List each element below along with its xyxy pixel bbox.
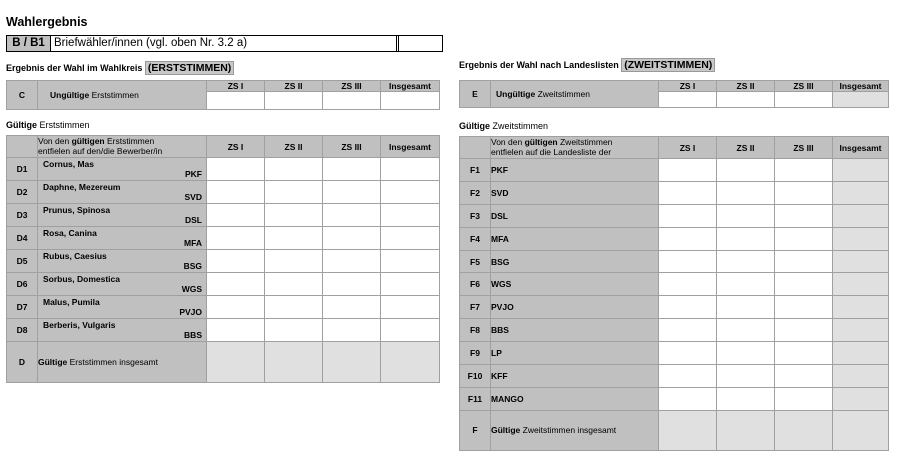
input-cell[interactable] [717,342,775,365]
input-cell[interactable] [207,273,265,296]
input-cell[interactable] [659,181,717,204]
row-code: F11 [460,387,491,410]
input-cell[interactable] [207,181,265,204]
input-cell[interactable] [323,204,381,227]
erststimmen-table [6,135,440,383]
table-row [7,296,440,319]
candidate-cell [38,227,207,250]
briefwahl-code: B / B1 [7,36,51,51]
input-cell[interactable] [265,273,323,296]
table-row [460,296,889,319]
row-code: F9 [460,342,491,365]
row-code: F10 [460,365,491,388]
input-cell[interactable] [833,204,889,227]
table-row [7,227,440,250]
candidate-name: Rubus, Caesius [43,251,107,261]
table-row [7,273,440,296]
input-cell[interactable] [659,319,717,342]
input-cell[interactable] [833,387,889,410]
input-cell[interactable] [833,250,889,273]
col-header-zs2: ZS II [265,81,323,92]
zweitstimmen-title-text: Ergebnis der Wahl nach Landeslisten [459,60,619,70]
input-cell[interactable] [265,250,323,273]
row-code: F8 [460,319,491,342]
row-code: D6 [7,273,38,296]
total-cell[interactable] [381,342,440,383]
input-cell[interactable] [833,319,889,342]
input-cell[interactable] [717,204,775,227]
col-header-zs3: ZS III [323,81,381,92]
candidate-party: BBS [184,330,202,340]
valid-title-rest: Zweitstimmen [490,121,549,131]
input-cell[interactable] [659,342,717,365]
candidate-party: BSG [183,261,202,271]
input-cell[interactable] [775,204,833,227]
row-code: F3 [460,204,491,227]
input-cell[interactable] [381,273,440,296]
party-name: MANGO [491,387,659,410]
party-name: WGS [491,273,659,296]
invalid-zweitstimmen-label [491,81,659,108]
candidate-party: SVD [184,192,202,202]
table-row [7,319,440,342]
code-d: D [7,342,38,383]
input-cell[interactable] [323,296,381,319]
party-name: SVD [491,181,659,204]
candidate-name: Rosa, Canina [43,228,97,238]
col-header-zs2: ZS II [717,81,775,92]
row-code: D4 [7,227,38,250]
invalid-erststimmen-table [6,80,440,110]
input-cell[interactable] [717,319,775,342]
candidate-party: DSL [185,215,202,225]
input-cell[interactable] [775,273,833,296]
input-cell[interactable] [717,250,775,273]
invalid-label-rest: Zweitstimmen [535,89,590,99]
input-cell[interactable] [833,273,889,296]
code-c: C [7,81,38,110]
header-line2: entfielen auf den/die Bewerber/in [38,145,163,156]
input-cell[interactable] [265,319,323,342]
invalid-label-bold: Ungültige [496,89,536,99]
col-header-insgesamt: Insgesamt [833,137,889,159]
valid-zweitstimmen-total-label [491,410,659,450]
header-pre: Von den [491,137,525,147]
input-cell[interactable] [775,92,833,108]
briefwahl-count-field[interactable] [399,36,442,51]
input-cell[interactable] [775,250,833,273]
input-cell[interactable] [775,181,833,204]
table-row [460,227,889,250]
table-row [460,387,889,410]
input-cell[interactable] [265,227,323,250]
input-cell[interactable] [381,158,440,181]
invalid-label-rest: Erststimmen [89,90,139,100]
erststimmen-section-title [6,62,234,74]
candidate-cell [38,181,207,204]
input-cell[interactable] [207,204,265,227]
erststimmen-title-highlight: (ERSTSTIMMEN) [145,61,234,75]
candidate-name: Prunus, Spinosa [43,205,111,215]
candidate-cell [38,273,207,296]
table-row [7,181,440,204]
input-cell[interactable] [717,159,775,182]
total-bold: Gültige [491,425,521,436]
input-cell[interactable] [265,296,323,319]
col-header-zs1: ZS I [659,81,717,92]
input-cell[interactable] [207,250,265,273]
table-row [7,250,440,273]
input-cell[interactable] [659,92,717,108]
input-cell[interactable] [323,92,381,110]
input-cell[interactable] [833,92,889,108]
input-cell[interactable] [775,342,833,365]
party-name: DSL [491,204,659,227]
input-cell[interactable] [659,387,717,410]
input-cell[interactable] [381,227,440,250]
input-cell[interactable] [775,319,833,342]
party-name: KFF [491,365,659,388]
input-cell[interactable] [717,181,775,204]
candidate-name: Malus, Pumila [43,297,100,307]
erststimmen-header-text [38,136,207,158]
zweitstimmen-table [459,136,889,451]
input-cell[interactable] [207,319,265,342]
input-cell[interactable] [659,159,717,182]
party-name: MFA [491,227,659,250]
candidate-party: WGS [181,284,202,294]
input-cell[interactable] [717,92,775,108]
input-cell[interactable] [265,181,323,204]
input-cell[interactable] [381,92,440,110]
row-code: D3 [7,204,38,227]
input-cell[interactable] [265,204,323,227]
total-cell[interactable] [265,342,323,383]
input-cell[interactable] [833,296,889,319]
invalid-erststimmen-label [38,81,207,110]
candidate-party: MFA [184,238,202,248]
zweitstimmen-section-title [459,59,715,71]
input-cell[interactable] [323,158,381,181]
input-cell[interactable] [381,181,440,204]
col-header-zs1: ZS I [207,136,265,158]
valid-zweitstimmen-title [459,121,548,131]
valid-erststimmen-title [6,120,90,130]
header-line2: entfielen auf die Landesliste der [491,146,612,157]
table-row [460,319,889,342]
table-row [7,204,440,227]
input-cell[interactable] [775,387,833,410]
party-name: LP [491,342,659,365]
input-cell[interactable] [207,158,265,181]
input-cell[interactable] [323,181,381,204]
row-code: F5 [460,250,491,273]
erststimmen-title-text: Ergebnis der Wahl im Wahlkreis [6,63,143,73]
input-cell[interactable] [659,204,717,227]
code-e: E [460,81,491,108]
input-cell[interactable] [775,296,833,319]
header-post: Erststimmen [104,136,155,146]
total-bold: Gültige [38,357,68,367]
input-cell[interactable] [833,342,889,365]
candidate-name: Sorbus, Domestica [43,274,120,284]
total-cell[interactable] [323,342,381,383]
input-cell[interactable] [659,227,717,250]
code-f: F [460,410,491,450]
zweitstimmen-header-text [491,137,659,159]
input-cell[interactable] [265,92,323,110]
input-cell[interactable] [381,296,440,319]
total-cell[interactable] [207,342,265,383]
input-cell[interactable] [775,227,833,250]
input-cell[interactable] [833,227,889,250]
input-cell[interactable] [381,250,440,273]
total-cell[interactable] [775,410,833,450]
party-name: PKF [491,159,659,182]
input-cell[interactable] [323,250,381,273]
valid-title-bold: Gültige [459,121,490,131]
total-cell[interactable] [659,410,717,450]
row-code: D5 [7,250,38,273]
table-row [460,204,889,227]
input-cell[interactable] [207,227,265,250]
valid-title-bold: Gültige [6,120,37,130]
col-header-insgesamt: Insgesamt [381,81,440,92]
invalid-zweitstimmen-table [459,80,889,108]
row-code: F1 [460,159,491,182]
candidate-name: Cornus, Mas [43,159,95,169]
candidate-name: Berberis, Vulgaris [43,320,116,330]
col-header-zs3: ZS III [323,136,381,158]
input-cell[interactable] [207,296,265,319]
input-cell[interactable] [207,92,265,110]
table-row [460,365,889,388]
input-cell[interactable] [775,159,833,182]
input-cell[interactable] [833,365,889,388]
candidate-party: PVJO [179,307,202,317]
table-row [460,181,889,204]
total-rest: Erststimmen insgesamt [67,357,158,367]
row-code: D1 [7,158,38,181]
col-header-insgesamt: Insgesamt [381,136,440,158]
row-code: F7 [460,296,491,319]
input-cell[interactable] [381,204,440,227]
input-cell[interactable] [833,159,889,182]
row-code: D2 [7,181,38,204]
col-header-zs1: ZS I [659,137,717,159]
valid-erststimmen-total-label [38,342,207,383]
candidate-cell [38,296,207,319]
input-cell[interactable] [659,296,717,319]
candidate-cell [38,158,207,181]
candidate-cell [38,204,207,227]
valid-title-rest: Erststimmen [37,120,90,130]
total-rest: Zweitstimmen insgesamt [520,425,617,436]
party-name: BSG [491,250,659,273]
input-cell[interactable] [717,387,775,410]
col-header-zs1: ZS I [207,81,265,92]
table-row [460,342,889,365]
party-name: PVJO [491,296,659,319]
row-code: D8 [7,319,38,342]
input-cell[interactable] [265,158,323,181]
table-row [7,158,440,181]
briefwahl-label: Briefwähler/innen (vgl. oben Nr. 3.2 a) [51,36,399,51]
input-cell[interactable] [323,319,381,342]
row-code: F2 [460,181,491,204]
input-cell[interactable] [381,319,440,342]
candidate-cell [38,319,207,342]
total-cell[interactable] [717,410,775,450]
input-cell[interactable] [659,250,717,273]
header-bold: gültigen [524,137,558,147]
header-pre: Von den [38,136,72,146]
input-cell[interactable] [717,273,775,296]
row-code: F6 [460,273,491,296]
col-header-zs3: ZS III [775,137,833,159]
col-header-zs2: ZS II [717,137,775,159]
input-cell[interactable] [323,227,381,250]
input-cell[interactable] [775,365,833,388]
input-cell[interactable] [833,181,889,204]
candidate-name: Daphne, Mezereum [43,182,121,192]
briefwahl-row [6,35,443,52]
row-code: D7 [7,296,38,319]
header-post: Zweitstimmen [557,137,613,147]
input-cell[interactable] [717,227,775,250]
input-cell[interactable] [717,296,775,319]
page-title: Wahlergebnis [6,15,88,29]
col-header-zs2: ZS II [265,136,323,158]
table-row [460,159,889,182]
input-cell[interactable] [323,273,381,296]
row-code: F4 [460,227,491,250]
col-header-insgesamt: Insgesamt [833,81,889,92]
zweitstimmen-title-highlight: (ZWEITSTIMMEN) [621,58,715,72]
total-cell[interactable] [833,410,889,450]
table-row [460,273,889,296]
invalid-label-bold: Ungültige [50,90,90,100]
input-cell[interactable] [659,273,717,296]
table-row [460,250,889,273]
col-header-zs3: ZS III [775,81,833,92]
header-bold: gültigen [71,136,105,146]
input-cell[interactable] [659,365,717,388]
candidate-party: PKF [185,169,202,179]
candidate-cell [38,250,207,273]
input-cell[interactable] [717,365,775,388]
party-name: BBS [491,319,659,342]
